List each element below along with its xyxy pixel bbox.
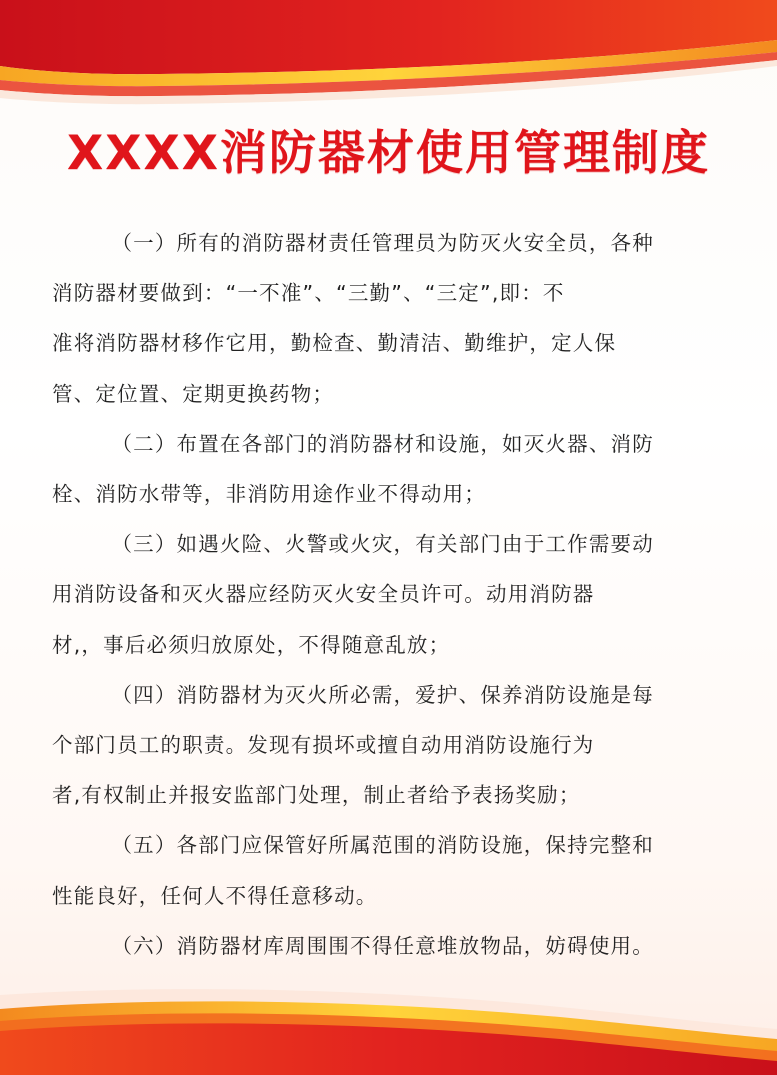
text-line: （三）如遇火险、火警或火灾，有关部门由于工作需要动 xyxy=(111,532,654,557)
text-line: 个部门员工的职责。发现有损坏或擅自动用消防设施行为 xyxy=(52,733,595,758)
text-line: 管、定位置、定期更换药物； xyxy=(52,381,335,406)
page-title: XXXX消防器材使用管理制度 xyxy=(67,126,710,181)
text-line: 者,有权制止并报安监部门处理，制止者给予表扬奖励； xyxy=(52,783,581,808)
text-line: 栓、消防水带等，非消防用途作业不得动用； xyxy=(52,482,486,507)
top-wave-banner xyxy=(0,0,777,110)
text-line: （四）消防器材为灭火所必需，爱护、保养消防设施是每 xyxy=(111,682,654,707)
text-line: （五）各部门应保管好所属范围的消防设施，保持完整和 xyxy=(111,833,654,858)
text-line: 性能良好，任何人不得任意移动。 xyxy=(52,883,378,908)
text-line: （二）布置在各部门的消防器材和设施，如灭火器、消防 xyxy=(111,431,654,456)
text-line: 用消防设备和灭火器应经防灭火安全员许可。动用消防器 xyxy=(52,582,595,607)
text-line: （一）所有的消防器材责任管理员为防灭火安全员，各种 xyxy=(111,231,654,255)
paragraph-1 xyxy=(52,218,728,419)
paragraph-3 xyxy=(52,519,728,670)
text-line: （六）消防器材库周围围不得任意堆放物品，妨碍使用。 xyxy=(111,933,654,958)
text-line: 准将消防器材移作它用，勤检查、勤清洁、勤维护，定人保 xyxy=(52,331,617,356)
text-line: 材,，事后必须归放原处，不得随意乱放； xyxy=(52,632,451,657)
paragraph-4 xyxy=(52,670,728,821)
paragraph-5 xyxy=(52,820,728,920)
bottom-wave-banner xyxy=(0,955,777,1075)
text-line: 消防器材要做到：“一不准”、“三勤”、“三定”,即：不 xyxy=(52,281,565,306)
paragraph-2 xyxy=(52,419,728,519)
regulation-body xyxy=(52,218,728,971)
